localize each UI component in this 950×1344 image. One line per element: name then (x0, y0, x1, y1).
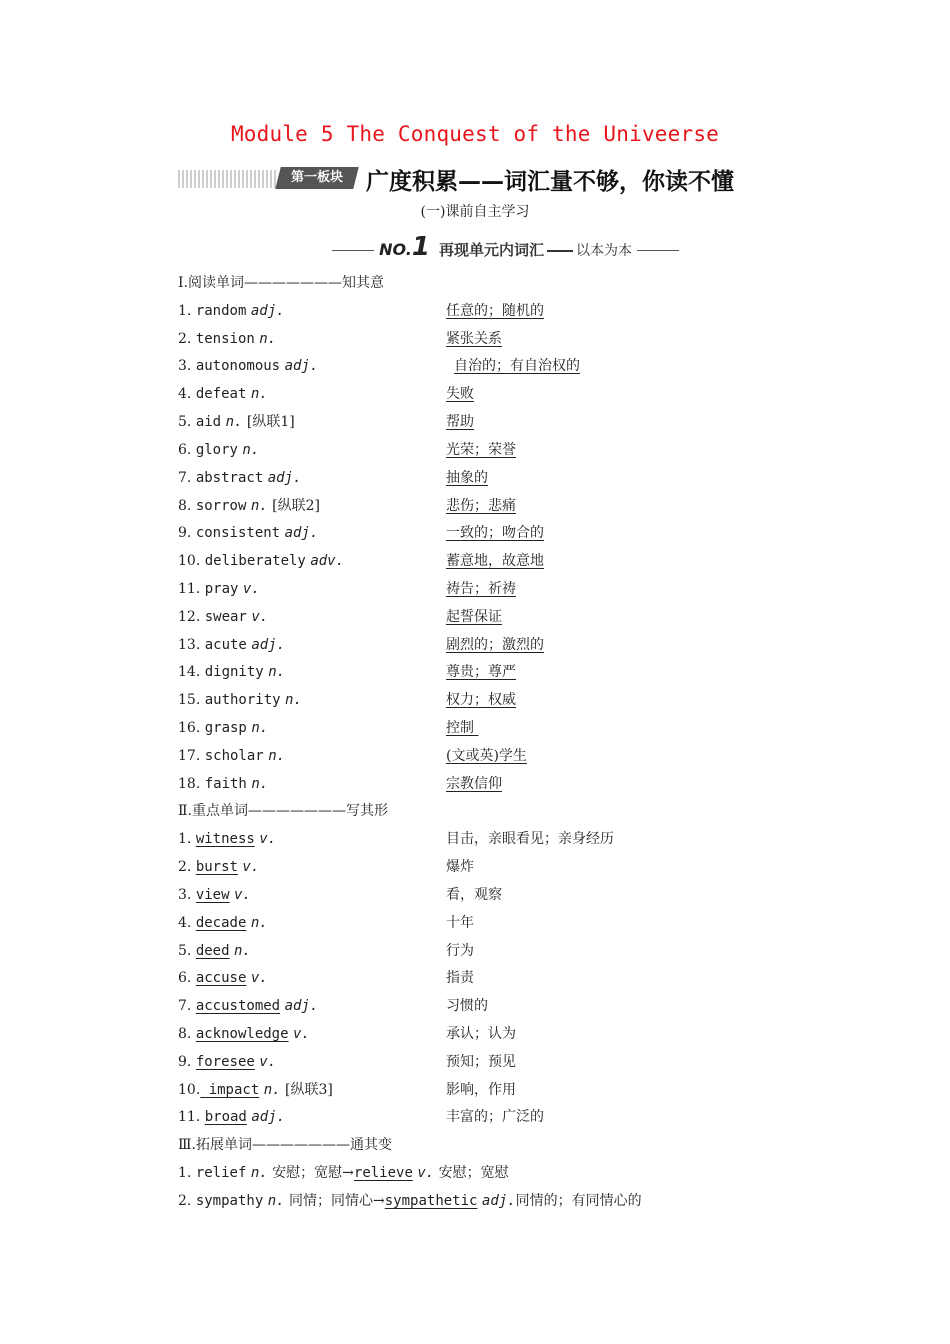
banner-badge-label: 第一板块 (290, 170, 343, 185)
banner-stripe-decoration (178, 170, 278, 188)
no1-label: 再现单元内词汇 (439, 241, 545, 259)
item-word: glory (195, 441, 238, 458)
section2-title: Ⅱ.重点单词———————写其形 (178, 803, 388, 820)
vocabulary-list (0, 270, 950, 1216)
item-gloss2: 安慰；宽慰 (438, 1165, 509, 1181)
list-item (0, 632, 950, 660)
item-pos: n. (250, 386, 268, 403)
item-pos: adj. (267, 469, 302, 486)
item-number: 13. (178, 636, 201, 653)
item-pos: n. (251, 775, 269, 792)
item-number: 6. (178, 970, 192, 987)
list-item (0, 437, 950, 465)
item-pos: adv. (310, 553, 345, 570)
item-number: 5. (178, 414, 192, 431)
section-banner (178, 163, 738, 193)
item-answer-word: decade (195, 914, 247, 931)
list-item (0, 298, 950, 326)
item-pos: v. (242, 580, 260, 597)
item-meaning: 习惯的 (446, 998, 488, 1015)
banner-badge (275, 167, 358, 189)
section1-title: Ⅰ.阅读单词———————知其意 (178, 275, 384, 291)
item-pos: n. (242, 441, 260, 458)
item-note: [纵联2] (272, 497, 320, 514)
item-answer: 自治的；有自治权的 (454, 358, 580, 375)
item-pos: n. (225, 414, 243, 431)
item-pos: n. (268, 664, 286, 681)
list-item (0, 326, 950, 354)
no1-dash (547, 250, 573, 252)
item-pos: n. (250, 1165, 268, 1181)
item-pos: v. (292, 1025, 310, 1042)
item-number: 10. (178, 1081, 201, 1098)
list-item (0, 659, 950, 687)
no1-prefix: NO. (379, 240, 412, 259)
item-note: [纵联1] (246, 414, 295, 431)
item-number: 5. (178, 942, 192, 959)
list-item (0, 826, 950, 854)
item-pos: adj. (284, 358, 319, 375)
section3-title: Ⅲ.拓展单词———————通其变 (178, 1137, 392, 1154)
item-meaning: 十年 (446, 914, 474, 931)
item-word: abstract (195, 469, 264, 486)
item-pos: n. (285, 692, 302, 709)
item-word: swear (204, 608, 247, 625)
item-number: 3. (178, 358, 192, 375)
list-item (0, 687, 950, 715)
item-number: 2. (178, 859, 192, 876)
item-word: random (195, 302, 247, 319)
item-number: 7. (178, 469, 192, 486)
list-item (0, 1021, 950, 1049)
item-answer: 光荣；荣誉 (446, 441, 516, 458)
item-meaning: 影响，作用 (446, 1081, 516, 1098)
item-word: consistent (195, 525, 281, 542)
item-answer: 权力；权威 (446, 692, 516, 709)
item-answer: 宗教信仰 (446, 775, 502, 792)
list-item (0, 715, 950, 743)
item-pos: n. (250, 497, 268, 514)
item-meaning: 丰富的；广泛的 (446, 1109, 544, 1126)
item-meaning: 目击，亲眼看见；亲身经历 (446, 831, 614, 848)
item-answer: 尊贵；尊严 (446, 664, 516, 681)
item-answer-word: foresee (195, 1053, 255, 1070)
list-item (0, 1077, 950, 1105)
section-heading (0, 1132, 950, 1160)
item-answer: 失败 (446, 386, 474, 403)
item-number: 2. (178, 330, 192, 347)
item-answer-word: burst (195, 859, 238, 876)
list-item (0, 548, 950, 576)
item-number: 2. (178, 1192, 192, 1209)
item-number: 8. (178, 497, 192, 514)
item-answer-word: deed (195, 942, 230, 959)
item-number: 15. (178, 692, 201, 709)
item-number: 10. (178, 553, 201, 570)
item-meaning: 爆炸 (446, 859, 474, 876)
item-number: 3. (178, 886, 192, 903)
item-number: 16. (178, 720, 201, 736)
item-number: 12. (178, 608, 201, 625)
list-item (0, 965, 950, 993)
item-word: pray (204, 580, 239, 597)
item-number: 9. (178, 1053, 192, 1070)
item-word: defeat (195, 386, 247, 403)
no1-tag: 以本为本 (576, 243, 633, 259)
item-word: acute (204, 636, 247, 653)
item-pos: adj. (251, 1109, 286, 1126)
item-answer: 任意的；随机的 (446, 302, 544, 319)
item-meaning: 预知；预见 (446, 1053, 516, 1070)
item-number: 17. (178, 747, 201, 764)
item-meaning: 指责 (446, 970, 474, 987)
item-number: 18. (178, 775, 201, 792)
item-word: dignity (204, 664, 264, 681)
list-item (0, 1104, 950, 1132)
item-pos: n. (233, 942, 251, 959)
no1-right-rule (637, 250, 679, 251)
item-note: [纵联3] (285, 1081, 333, 1098)
item-word: aid (195, 414, 222, 431)
item-number: 11. (178, 580, 201, 597)
item-answer: 起誓保证 (446, 608, 502, 625)
item-answer-word: acknowledge (195, 1025, 289, 1042)
item-pos: n. (250, 914, 268, 931)
item-word: sympathy (195, 1192, 264, 1209)
item-answer: 悲伤；悲痛 (446, 497, 516, 514)
item-word: relief (195, 1165, 247, 1181)
item-number: 4. (178, 914, 192, 931)
section-heading (0, 798, 950, 826)
item-gloss2: 同情的；有同情心的 (515, 1192, 642, 1209)
item-gloss: 安慰；宽慰→ (272, 1165, 354, 1181)
item-pos: v. (250, 970, 268, 987)
item-pos: v. (251, 608, 269, 625)
item-answer: 剧烈的；激烈的 (446, 636, 544, 653)
item-answer: 一致的；吻合的 (446, 525, 544, 542)
item-pos: adj. (251, 636, 286, 653)
item-answer: 帮助 (446, 414, 474, 431)
item-answer: (文或英)学生 (446, 747, 527, 764)
item-answer-word: broad (204, 1109, 247, 1126)
item-number: 1. (178, 1165, 192, 1181)
item-word: authority (204, 692, 281, 709)
list-item (0, 409, 950, 437)
item-number: 1. (178, 831, 192, 848)
item-gloss: 同情；同情心→ (289, 1192, 385, 1209)
item-answer-word: view (195, 886, 230, 903)
list-item (0, 1049, 950, 1077)
list-item (0, 576, 950, 604)
item-number: 4. (178, 386, 192, 403)
subtitle: (一)课前自主学习 (420, 204, 530, 220)
item-word: scholar (204, 747, 264, 764)
item-word: sorrow (195, 497, 247, 514)
item-answer-word: relieve (353, 1165, 413, 1181)
list-item (0, 493, 950, 521)
no1-left-rule (332, 250, 374, 251)
item-word: autonomous (195, 358, 281, 375)
item-word: faith (204, 775, 247, 792)
list-item (0, 854, 950, 882)
list-item (0, 910, 950, 938)
item-pos: adj. (284, 525, 319, 542)
item-answer-word: witness (195, 831, 255, 848)
item-pos2: v. (417, 1165, 435, 1181)
section-heading (0, 270, 950, 298)
item-word: tension (195, 330, 255, 347)
list-item (0, 604, 950, 632)
item-pos: n. (251, 720, 269, 736)
item-answer: 紧张关系 (446, 330, 502, 347)
item-word: grasp (204, 720, 247, 736)
list-item (0, 993, 950, 1021)
item-number: 6. (178, 441, 192, 458)
item-word: deliberately (204, 553, 306, 570)
list-item (0, 1160, 950, 1188)
item-pos: v. (233, 886, 251, 903)
banner-heading: 广度积累——词汇量不够，你读不懂 (366, 169, 734, 195)
item-answer-word: accuse (195, 970, 247, 987)
item-pos: v. (259, 1053, 277, 1070)
item-pos: n. (259, 330, 277, 347)
list-item (0, 353, 950, 381)
item-pos: v. (242, 859, 260, 876)
item-answer-word: accustomed (195, 998, 281, 1015)
list-item (0, 938, 950, 966)
item-number: 7. (178, 998, 192, 1015)
item-number: 11. (178, 1109, 201, 1126)
item-number: 14. (178, 664, 201, 681)
item-number: 9. (178, 525, 192, 542)
item-meaning: 承认；认为 (446, 1025, 516, 1042)
list-item (0, 1188, 950, 1216)
list-item (0, 381, 950, 409)
item-pos: n. (267, 1192, 285, 1209)
list-item (0, 465, 950, 493)
item-pos: adj. (250, 302, 285, 319)
list-item (0, 771, 950, 799)
item-answer-word: sympathetic (384, 1192, 478, 1209)
item-answer: 控制 (446, 720, 479, 736)
no1-heading (332, 232, 682, 262)
item-pos: n. (268, 747, 286, 764)
item-number: 1. (178, 302, 192, 319)
item-meaning: 行为 (446, 942, 474, 959)
item-answer-word: impact (200, 1081, 260, 1098)
item-pos: v. (259, 831, 277, 848)
no1-number: 1 (411, 232, 430, 262)
item-pos: adj. (284, 998, 319, 1015)
list-item (0, 520, 950, 548)
item-meaning: 看，观察 (446, 886, 502, 903)
item-answer: 蓄意地，故意地 (446, 553, 544, 570)
list-item (0, 743, 950, 771)
item-answer: 抽象的 (446, 469, 488, 486)
list-item (0, 882, 950, 910)
item-number: 8. (178, 1025, 192, 1042)
item-answer: 祷告；祈祷 (446, 580, 516, 597)
item-pos: n. (263, 1081, 281, 1098)
module-title: Module 5 The Conquest of the Univeerse (230, 122, 720, 146)
item-pos2: adj. (481, 1192, 516, 1209)
